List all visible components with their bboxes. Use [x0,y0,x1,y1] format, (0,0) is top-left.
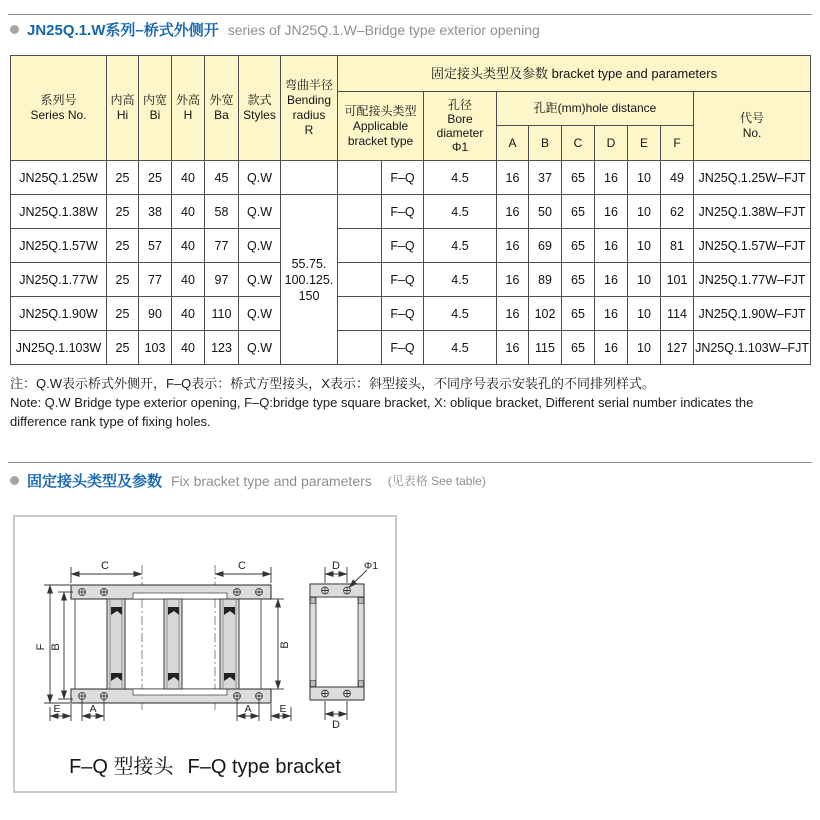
cell-h: 40 [172,161,205,195]
cell-bracket: F–Q [382,331,424,365]
see-table-note: (见表格 See table) [387,474,486,488]
cell-c: 65 [562,195,595,229]
cell-f: 127 [661,331,694,365]
header-series-no: 系列号 Series No. [11,56,107,161]
dim-label-c: C [101,560,109,572]
cell-c: 65 [562,263,595,297]
header-inner-height: 内高 Hi [107,56,139,161]
dim-label-b: B [279,641,291,649]
cell-d: 16 [595,161,628,195]
cell-bracket-alt-empty [338,331,382,365]
cell-series: JN25Q.1.38W [11,195,107,229]
cell-a: 16 [497,229,529,263]
table-row [11,195,811,229]
cell-f: 49 [661,161,694,195]
diagram-caption [15,750,395,779]
cell-f: 62 [661,195,694,229]
cell-e: 10 [628,195,661,229]
cell-b: 69 [529,229,562,263]
cell-code: JN25Q.1.57W–FJT [694,229,811,263]
cell-series: JN25Q.1.25W [11,161,107,195]
cell-f: 81 [661,229,694,263]
table-row [11,331,811,365]
cell-series: JN25Q.1.57W [11,229,107,263]
header-code-no: 代号 No. [694,92,811,161]
cell-bore: 4.5 [424,331,497,365]
top-divider [8,14,812,15]
cell-h: 40 [172,297,205,331]
cell-ba: 77 [205,229,239,263]
bracket-drawing [15,517,395,747]
section2-title-en: Fix bracket type and parameters [171,472,372,489]
table-row [11,161,811,195]
section-divider [8,462,812,463]
cell-bi: 57 [139,229,172,263]
bullet-icon [10,25,19,34]
cell-bore: 4.5 [424,297,497,331]
cell-d: 16 [595,195,628,229]
cell-h: 40 [172,229,205,263]
cell-bending-radius: 55.75. 100.125. 150 [281,195,338,365]
cell-e: 10 [628,161,661,195]
header-hole-distance: 孔距(mm)hole distance [497,92,694,126]
cell-bi: 77 [139,263,172,297]
cell-series: JN25Q.1.103W [11,331,107,365]
cell-style: Q.W [239,331,281,365]
cell-bi: 38 [139,195,172,229]
cell-style: Q.W [239,161,281,195]
cell-ba: 123 [205,331,239,365]
spec-table [10,55,811,365]
cell-code: JN25Q.1.90W–FJT [694,297,811,331]
cell-style: Q.W [239,195,281,229]
cell-e: 10 [628,229,661,263]
bracket-diagram [13,515,397,793]
cell-bracket-alt-empty [338,161,382,195]
cell-hi: 25 [107,229,139,263]
header-styles: 款式 Styles [239,56,281,161]
section1-title-zh: JN25Q.1.W系列–桥式外侧开 [27,22,219,39]
header-hole-b: B [529,126,562,161]
cell-h: 40 [172,331,205,365]
cell-a: 16 [497,161,529,195]
header-inner-width: 内宽 Bi [139,56,172,161]
cell-bracket-alt-empty [338,195,382,229]
cell-f: 101 [661,263,694,297]
cell-c: 65 [562,297,595,331]
cell-e: 10 [628,331,661,365]
cell-e: 10 [628,297,661,331]
cell-d: 16 [595,229,628,263]
dim-label-phi: Φ1 [363,560,379,572]
cell-c: 65 [562,331,595,365]
dim-label-e: E [279,703,287,715]
dim-label-d: D [332,560,340,572]
cell-bending-empty [281,161,338,195]
link-bars [107,599,239,689]
cell-c: 65 [562,229,595,263]
cell-d: 16 [595,297,628,331]
cell-b: 115 [529,331,562,365]
header-outer-width: 外宽 Ba [205,56,239,161]
cell-series: JN25Q.1.90W [11,297,107,331]
cell-bi: 90 [139,297,172,331]
table-row [11,263,811,297]
cell-style: Q.W [239,263,281,297]
bullet-icon [10,476,19,485]
cell-bracket: F–Q [382,263,424,297]
cell-bore: 4.5 [424,263,497,297]
cell-bore: 4.5 [424,161,497,195]
section2-header [10,470,486,491]
header-hole-c: C [562,126,595,161]
cell-bore: 4.5 [424,195,497,229]
cell-d: 16 [595,263,628,297]
header-hole-d: D [595,126,628,161]
cell-bracket: F–Q [382,195,424,229]
cell-bracket: F–Q [382,297,424,331]
cell-code: JN25Q.1.103W–FJT [694,331,811,365]
cell-b: 89 [529,263,562,297]
diagram-caption-zh: F–Q 型接头 [69,756,174,778]
note-zh: 注：Q.W表示桥式外侧开，F–Q表示：桥式方型接头，X表示：斜型接头，不同序号表示安装孔的不同排列样式。 [10,376,655,391]
cell-code: JN25Q.1.38W–FJT [694,195,811,229]
cell-a: 16 [497,331,529,365]
header-hole-e: E [628,126,661,161]
cell-b: 37 [529,161,562,195]
cell-hi: 25 [107,297,139,331]
cell-d: 16 [595,331,628,365]
cell-e: 10 [628,263,661,297]
note-en: Note: Q.W Bridge type exterior opening, F–Q:bridge type square bracket, X: oblique bracket, Different serial number indicates the difference rank type of fixing holes. [10,395,754,429]
cell-a: 16 [497,195,529,229]
header-bore-diameter: 孔径 Bore diameter Φ1 [424,92,497,161]
cell-hi: 25 [107,331,139,365]
section2-title-zh: 固定接头类型及参数 [27,473,163,490]
dim-label-d: D [332,719,340,731]
header-hole-f: F [661,126,694,161]
cell-hi: 25 [107,263,139,297]
header-outer-height: 外高 H [172,56,205,161]
cell-b: 102 [529,297,562,331]
cell-c: 65 [562,161,595,195]
header-hole-a: A [497,126,529,161]
section1-header [10,19,540,40]
header-bracket-group: 固定接头类型及参数 bracket type and parameters [338,56,811,92]
dim-label-b: B [50,643,62,651]
table-row [11,229,811,263]
cell-bracket-alt-empty [338,297,382,331]
cell-series: JN25Q.1.77W [11,263,107,297]
side-view [310,584,364,700]
cell-style: Q.W [239,297,281,331]
cell-ba: 58 [205,195,239,229]
cell-bore: 4.5 [424,229,497,263]
cell-bracket-alt-empty [338,263,382,297]
table-row [11,297,811,331]
cell-ba: 110 [205,297,239,331]
cell-ba: 97 [205,263,239,297]
dim-label-a: A [89,703,97,715]
cell-ba: 45 [205,161,239,195]
cell-bracket: F–Q [382,229,424,263]
section1-title-en: series of JN25Q.1.W–Bridge type exterior opening [227,21,540,38]
cell-code: JN25Q.1.77W–FJT [694,263,811,297]
cell-bracket-alt-empty [338,229,382,263]
diagram-caption-en: F–Q type bracket [187,756,341,778]
cell-a: 16 [497,297,529,331]
cell-h: 40 [172,195,205,229]
header-bending-radius: 弯曲半径 Bending radius R [281,56,338,161]
cell-style: Q.W [239,229,281,263]
cell-f: 114 [661,297,694,331]
header-applicable-bracket: 可配接头类型 Applicable bracket type [338,92,424,161]
dim-label-f: F [35,643,47,651]
cell-hi: 25 [107,161,139,195]
cell-bi: 103 [139,331,172,365]
dim-label-e: E [53,703,61,715]
dim-label-c: C [238,560,246,572]
cell-code: JN25Q.1.25W–FJT [694,161,811,195]
table-notes [10,374,810,431]
cell-b: 50 [529,195,562,229]
cell-a: 16 [497,263,529,297]
cell-h: 40 [172,263,205,297]
cell-bi: 25 [139,161,172,195]
cell-hi: 25 [107,195,139,229]
dim-label-a: A [244,703,252,715]
cell-bracket: F–Q [382,161,424,195]
